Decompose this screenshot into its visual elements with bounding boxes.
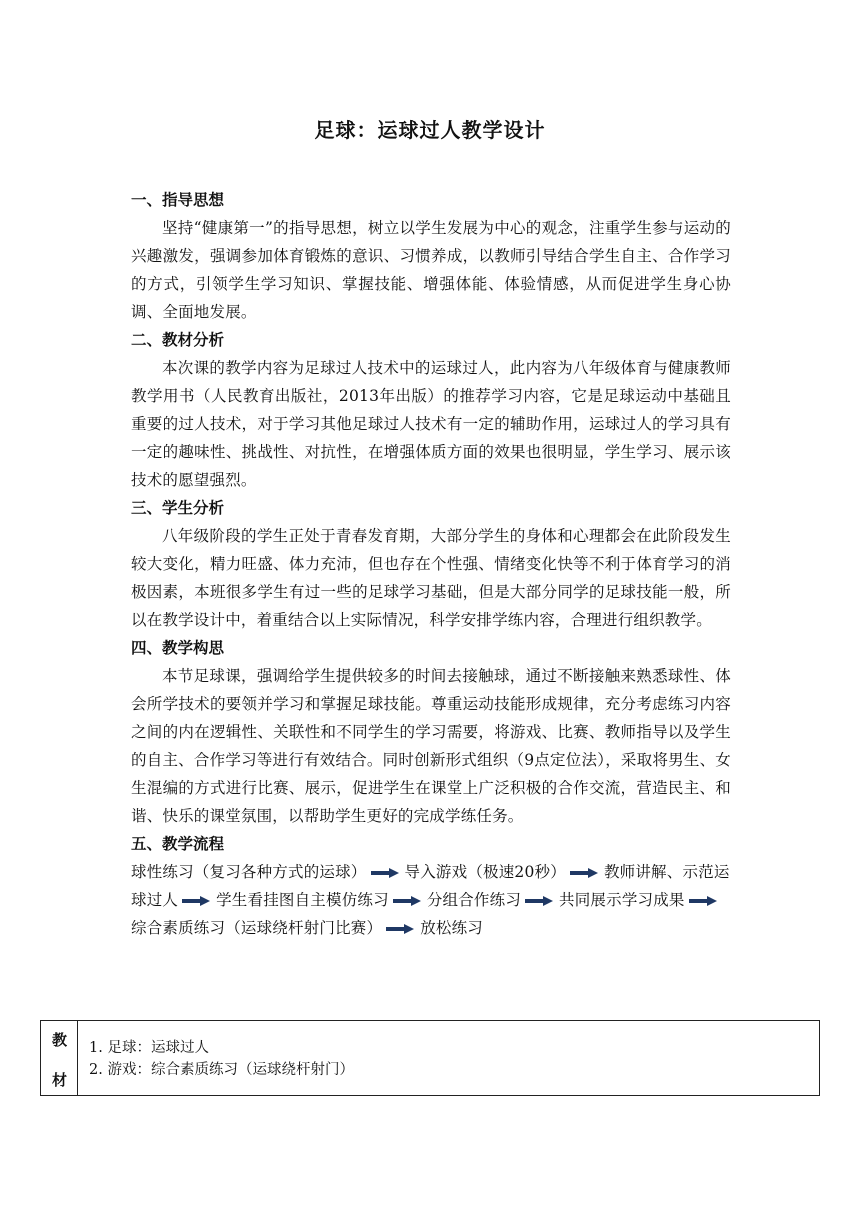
section-heading: 二、教材分析 <box>131 331 225 349</box>
right-arrow-icon <box>386 924 414 934</box>
section-heading: 一、指导思想 <box>131 191 225 209</box>
section-heading: 三、学生分析 <box>131 499 225 517</box>
section-paragraph: 本次课的教学内容为足球过人技术中的运球过人，此内容为八年级体育与健康教师教学用书（人民教育出版社，2013年出版）的推荐学习内容，它是足球运动中基础且重要的过人技术，对于学习其他足球过人技术有一定的辅助作用，运球过人的学习具有一定的趣味性、挑战性、对抗性，在增强体质方面的效果也很明显，学生学习、展示该技术的愿望强烈。 <box>131 359 731 489</box>
document-body <box>131 186 731 942</box>
flow-step: 综合素质练习（运球绕杆射门比赛） <box>131 919 383 937</box>
section-paragraph: 八年级阶段的学生正处于青春发育期，大部分学生的身体和心理都会在此阶段发生较大变化，精力旺盛、体力充沛，但也存在个性强、情绪变化快等不利于体育学习的消极因素，本班很多学生有过一些的足球学习基础，但是大部分同学的足球技能一般，所以在教学设计中，着重结合以上实际情况，科学安排学练内容，合理进行组织教学。 <box>131 527 731 629</box>
right-arrow-icon <box>371 868 399 878</box>
table-item: 2. 游戏：综合素质练习（运球绕杆射门） <box>89 1062 354 1078</box>
section-guiding-ideology <box>131 188 731 326</box>
section-teaching-process <box>131 832 731 942</box>
document-title: 足球：运球过人教学设计 <box>314 118 546 142</box>
right-arrow-icon <box>393 896 421 906</box>
flow-step: 导入游戏（极速20秒） <box>404 863 566 881</box>
flow-step: 共同展示学习成果 <box>559 891 685 909</box>
section-heading: 四、教学构思 <box>131 639 225 657</box>
right-arrow-icon <box>689 896 717 906</box>
section-paragraph: 本节足球课，强调给学生提供较多的时间去接触球，通过不断接触来熟悉球性、体会所学技术的要领并学习和掌握足球技能。尊重运动技能形成规律，充分考虑练习内容之间的内在逻辑性、关联性和不同学生的学习需要，将游戏、比赛、教师指导以及学生的自主、合作学习等进行有效结合。同时创新形式组织（9点定位法），采取将男生、女生混编的方式进行比赛、展示，促进学生在课堂上广泛积极的合作交流，营造民主、和谐、快乐的课堂氛围，以帮助学生更好的完成学练任务。 <box>131 667 731 825</box>
section-student-analysis <box>131 496 731 634</box>
process-flow <box>131 858 731 942</box>
table-label-char: 教 <box>51 1031 67 1049</box>
table-item: 1. 足球：运球过人 <box>89 1040 209 1056</box>
section-material-analysis <box>131 328 731 494</box>
flow-step: 球性练习（复习各种方式的运球） <box>131 863 367 881</box>
flow-step: 学生看挂图自主模仿练习 <box>216 891 389 909</box>
teaching-material-table <box>40 1020 820 1096</box>
section-teaching-concept <box>131 636 731 830</box>
right-arrow-icon <box>570 868 598 878</box>
flow-step: 教师讲解、示范运球过人 <box>131 863 730 909</box>
section-heading: 五、教学流程 <box>131 835 225 853</box>
section-paragraph: 坚持“健康第一”的指导思想，树立以学生发展为中心的观念，注重学生参与运动的兴趣激发，强调参加体育锻炼的意识、习惯养成，以教师引导结合学生自主、合作学习的方式，引领学生学习知识、掌握技能、增强体能、体验情感，从而促进学生身心协调、全面地发展。 <box>131 219 731 321</box>
right-arrow-icon <box>182 896 210 906</box>
table-label-cell <box>41 1021 78 1095</box>
table-content-cell <box>89 1037 354 1081</box>
right-arrow-icon <box>525 896 553 906</box>
flow-step: 放松练习 <box>420 919 484 937</box>
table-label-char: 材 <box>51 1071 67 1089</box>
flow-step: 分组合作练习 <box>426 891 522 909</box>
